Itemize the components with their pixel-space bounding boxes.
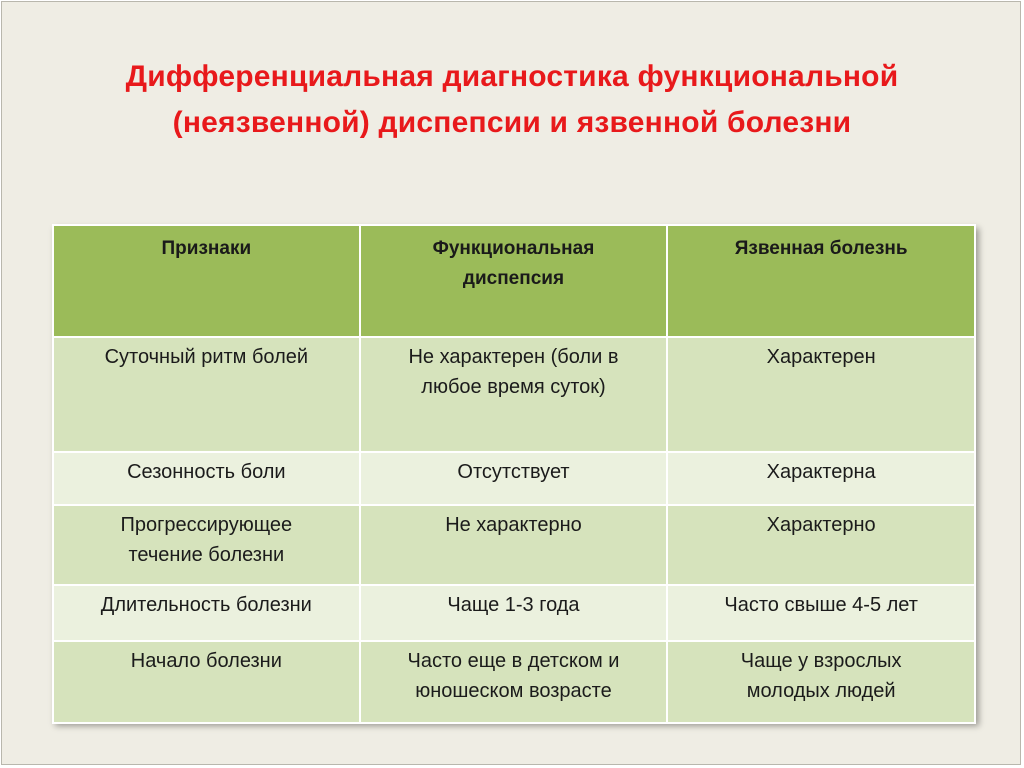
title-line-2: (неязвенной) диспепсии и язвенной болезни	[172, 106, 852, 139]
table-row	[53, 337, 975, 452]
slide	[1, 1, 1021, 765]
table-cell: Часто еще в детском и юношеском возрасте	[360, 641, 668, 723]
table-cell: Характерно	[667, 505, 975, 585]
table-cell: Не характерен (боли в любое время суток)	[360, 337, 668, 452]
header-cell-functional-dyspepsia: Функциональная диспепсия	[360, 225, 668, 337]
table-cell: Чаще у взрослых молодых людей	[667, 641, 975, 723]
table-cell: Начало болезни	[53, 641, 360, 723]
table-cell: Суточный ритм болей	[53, 337, 360, 452]
table-cell: Не характерно	[360, 505, 668, 585]
table-cell: Прогрессирующее течение болезни	[53, 505, 360, 585]
header-cell-ulcer-disease: Язвенная болезнь	[667, 225, 975, 337]
slide-title	[22, 54, 1002, 146]
table-row	[53, 641, 975, 723]
table-cell: Характерен	[667, 337, 975, 452]
table-row	[53, 585, 975, 641]
table-cell: Часто свыше 4-5 лет	[667, 585, 975, 641]
title-line-1: Дифференциальная диагностика функциональной	[125, 60, 899, 93]
header-cell-signs: Признаки	[53, 225, 360, 337]
table-cell: Длительность болезни	[53, 585, 360, 641]
table-cell: Характерна	[667, 452, 975, 505]
table-row	[53, 505, 975, 585]
table-cell: Чаще 1-3 года	[360, 585, 668, 641]
comparison-table-container	[52, 224, 976, 722]
table-cell: Сезонность боли	[53, 452, 360, 505]
table-header-row	[53, 225, 975, 337]
table-cell: Отсутствует	[360, 452, 668, 505]
table-row	[53, 452, 975, 505]
comparison-table	[52, 224, 976, 724]
